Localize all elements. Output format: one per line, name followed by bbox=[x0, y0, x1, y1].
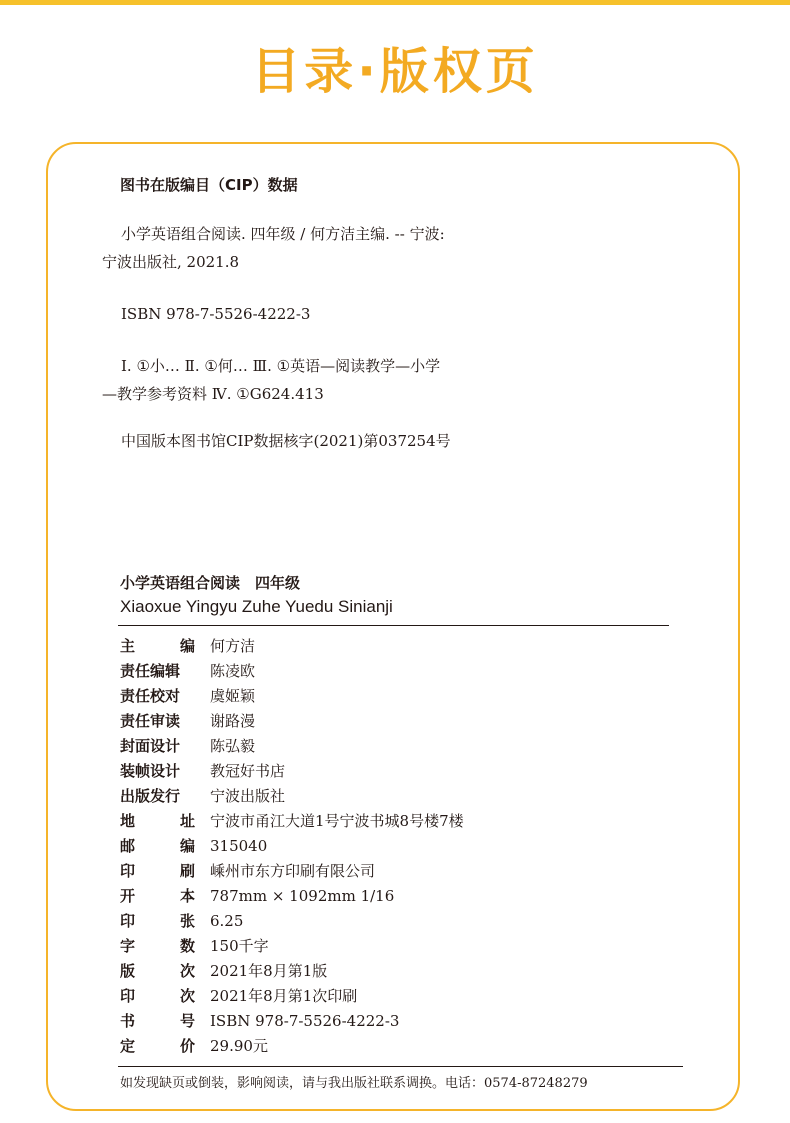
info-value: 2021年8月第1次印刷 bbox=[210, 987, 358, 1005]
info-value: 陈凌欧 bbox=[210, 662, 256, 680]
info-value: 嵊州市东方印刷有限公司 bbox=[210, 862, 376, 880]
info-value: 宁波市甬江大道1号宁波书城8号楼7楼 bbox=[210, 812, 464, 830]
book-title: 小学英语组合阅读 四年级 bbox=[120, 574, 301, 592]
info-label: 印 次 bbox=[120, 987, 195, 1005]
info-label: 地 址 bbox=[120, 812, 195, 830]
info-label: 责任校对 bbox=[120, 687, 181, 705]
info-value: 315040 bbox=[210, 837, 268, 855]
info-value: 教冠好书店 bbox=[210, 762, 286, 780]
info-value: 2021年8月第1版 bbox=[210, 962, 328, 980]
info-label: 邮 编 bbox=[120, 837, 195, 855]
info-label: 字 数 bbox=[120, 937, 195, 955]
info-label: 装帧设计 bbox=[120, 762, 181, 780]
info-value: 陈弘毅 bbox=[210, 737, 256, 755]
info-divider-top bbox=[118, 625, 669, 626]
cip-classification-line-2: —教学参考资料 Ⅳ. ①G624.413 bbox=[102, 385, 324, 403]
cip-citation-line-1: 小学英语组合阅读. 四年级 / 何方洁主编. -- 宁波: bbox=[121, 225, 445, 243]
top-accent-bar bbox=[0, 0, 790, 5]
info-value: 29.90元 bbox=[210, 1037, 268, 1055]
defect-exchange-note: 如发现缺页或倒装，影响阅读，请与我出版社联系调换。电话：0574-87248279 bbox=[120, 1076, 588, 1091]
info-divider-bottom bbox=[118, 1066, 683, 1067]
info-label: 书 号 bbox=[120, 1012, 195, 1030]
info-label: 印 刷 bbox=[120, 862, 195, 880]
info-value: 虞姬颖 bbox=[210, 687, 256, 705]
cip-citation-line-2: 宁波出版社, 2021.8 bbox=[102, 253, 240, 271]
info-label: 出版发行 bbox=[120, 787, 181, 805]
info-label: 开 本 bbox=[120, 887, 195, 905]
info-label: 责任审读 bbox=[120, 712, 181, 730]
info-label: 定 价 bbox=[120, 1037, 195, 1055]
info-label: 责任编辑 bbox=[120, 662, 181, 680]
book-title-pinyin: Xiaoxue Yingyu Zuhe Yuedu Sinianji bbox=[120, 597, 393, 616]
info-value: 何方洁 bbox=[210, 637, 256, 655]
info-value: 787mm × 1092mm 1/16 bbox=[210, 887, 395, 905]
info-value: 150千字 bbox=[210, 937, 269, 955]
info-label: 印 张 bbox=[120, 912, 195, 930]
info-label: 主 编 bbox=[120, 637, 195, 655]
info-label: 版 次 bbox=[120, 962, 195, 980]
info-label: 封面设计 bbox=[120, 737, 181, 755]
info-value: ISBN 978-7-5526-4222-3 bbox=[210, 1012, 400, 1030]
cip-classification-line-1: Ⅰ. ①小… Ⅱ. ①何… Ⅲ. ①英语—阅读教学—小学 bbox=[121, 357, 441, 375]
cip-isbn: ISBN 978-7-5526-4222-3 bbox=[121, 305, 311, 323]
info-value: 宁波出版社 bbox=[210, 787, 286, 805]
cip-record-number: 中国版本图书馆CIP数据核字(2021)第037254号 bbox=[121, 432, 451, 450]
info-value: 谢路漫 bbox=[210, 712, 256, 730]
info-value: 6.25 bbox=[210, 912, 244, 930]
cip-heading: 图书在版编目（CIP）数据 bbox=[120, 176, 298, 194]
page-title: 目录·版权页 bbox=[251, 43, 539, 100]
